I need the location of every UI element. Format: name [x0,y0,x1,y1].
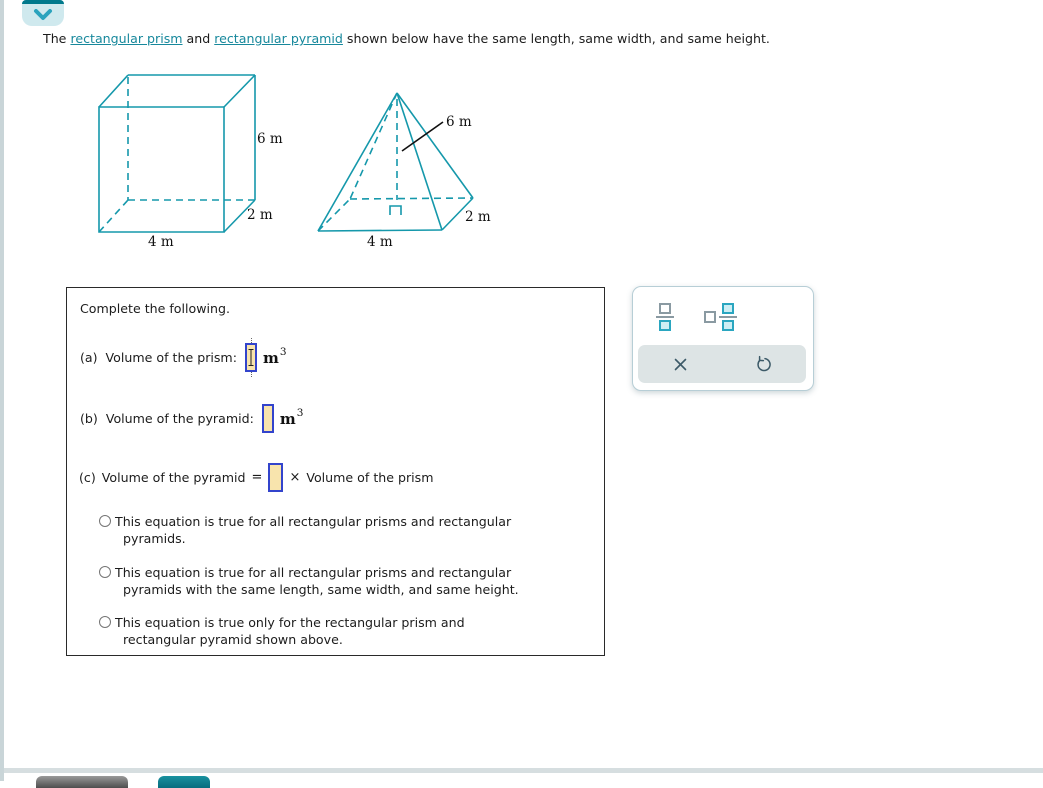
part-c-prompt: Volume of the pyramid [101,470,246,485]
undo-icon [755,355,773,373]
focus-tick [251,338,253,343]
right-angle-marker [390,206,401,215]
option-3-text: This equation is true only for the rectangular prism and rectangular pyramid shown above. [115,615,465,647]
multiplication-sign: × [289,470,301,485]
option-2 [99,564,519,598]
part-a-unit: $m^3$ [262,345,287,367]
part-c-row [79,463,434,492]
equals-sign: = [251,470,263,485]
part-a-tag: (a) [80,350,98,365]
part-b-row [80,404,303,433]
fraction-button[interactable] [649,296,681,338]
prism-length-label: 4 m [148,234,174,250]
instruction-text: Complete the following. [80,301,230,316]
part-c-answer-input[interactable] [268,463,283,492]
focus-tick [251,372,253,377]
collapse-button[interactable] [22,0,64,26]
partial-button-teal[interactable] [158,776,210,788]
partial-button-gray[interactable] [36,776,128,788]
text-caret [250,349,251,366]
part-b-answer-input[interactable] [262,404,274,433]
option-1-radio[interactable] [99,515,111,527]
part-a-prompt: Volume of the prism: [105,350,237,365]
pyramid-length-label: 4 m [367,234,393,250]
option-3 [99,614,465,648]
pyramid-diagram [310,85,500,255]
part-a-row [80,343,287,372]
part-b-unit: $m^3$ [279,406,304,428]
left-edge-strip [0,0,4,781]
chevron-down-icon [32,9,54,21]
part-a-answer-input[interactable] [245,343,257,372]
part-c-tag: (c) [79,470,96,485]
part-b-tag: (b) [80,411,98,426]
part-b-prompt: Volume of the pyramid: [105,411,254,426]
rectangular-pyramid-link[interactable]: rectangular pyramid [214,31,343,46]
problem-statement [43,31,770,46]
question-panel [66,287,605,656]
option-3-radio[interactable] [99,616,111,628]
option-2-text: This equation is true for all rectangular prisms and rectangular pyramids with the same length, same width, and same height. [115,565,519,597]
statement-prefix: The [43,31,71,46]
collapse-button-accent [22,0,64,4]
mixed-number-whole-box [704,311,716,323]
statement-suffix: shown below have the same length, same width, and same height. [342,31,770,46]
option-1 [99,513,511,547]
prism-depth-label: 2 m [247,207,273,223]
answer-tool-palette [632,286,814,391]
rectangular-prism-link[interactable]: rectangular prism [70,31,183,46]
prism-edges [99,75,255,232]
option-2-radio[interactable] [99,566,111,578]
prism-height-label: 6 m [257,131,283,147]
clear-button[interactable] [638,345,722,383]
pyramid-height-label: 6 m [446,114,472,130]
prism-diagram [85,70,285,255]
part-c-suffix: Volume of the prism [306,470,434,485]
undo-button[interactable] [722,345,806,383]
mixed-number-button[interactable] [695,296,745,338]
x-icon [673,357,688,372]
palette-action-bar [638,345,806,383]
bottom-divider-bar [4,768,1043,773]
pyramid-depth-label: 2 m [465,209,491,225]
option-1-text: This equation is true for all rectangular prisms and rectangular pyramids. [115,514,512,546]
statement-conjunction: and [182,31,215,46]
fraction-icon [656,303,674,331]
mixed-number-icon [719,303,737,331]
